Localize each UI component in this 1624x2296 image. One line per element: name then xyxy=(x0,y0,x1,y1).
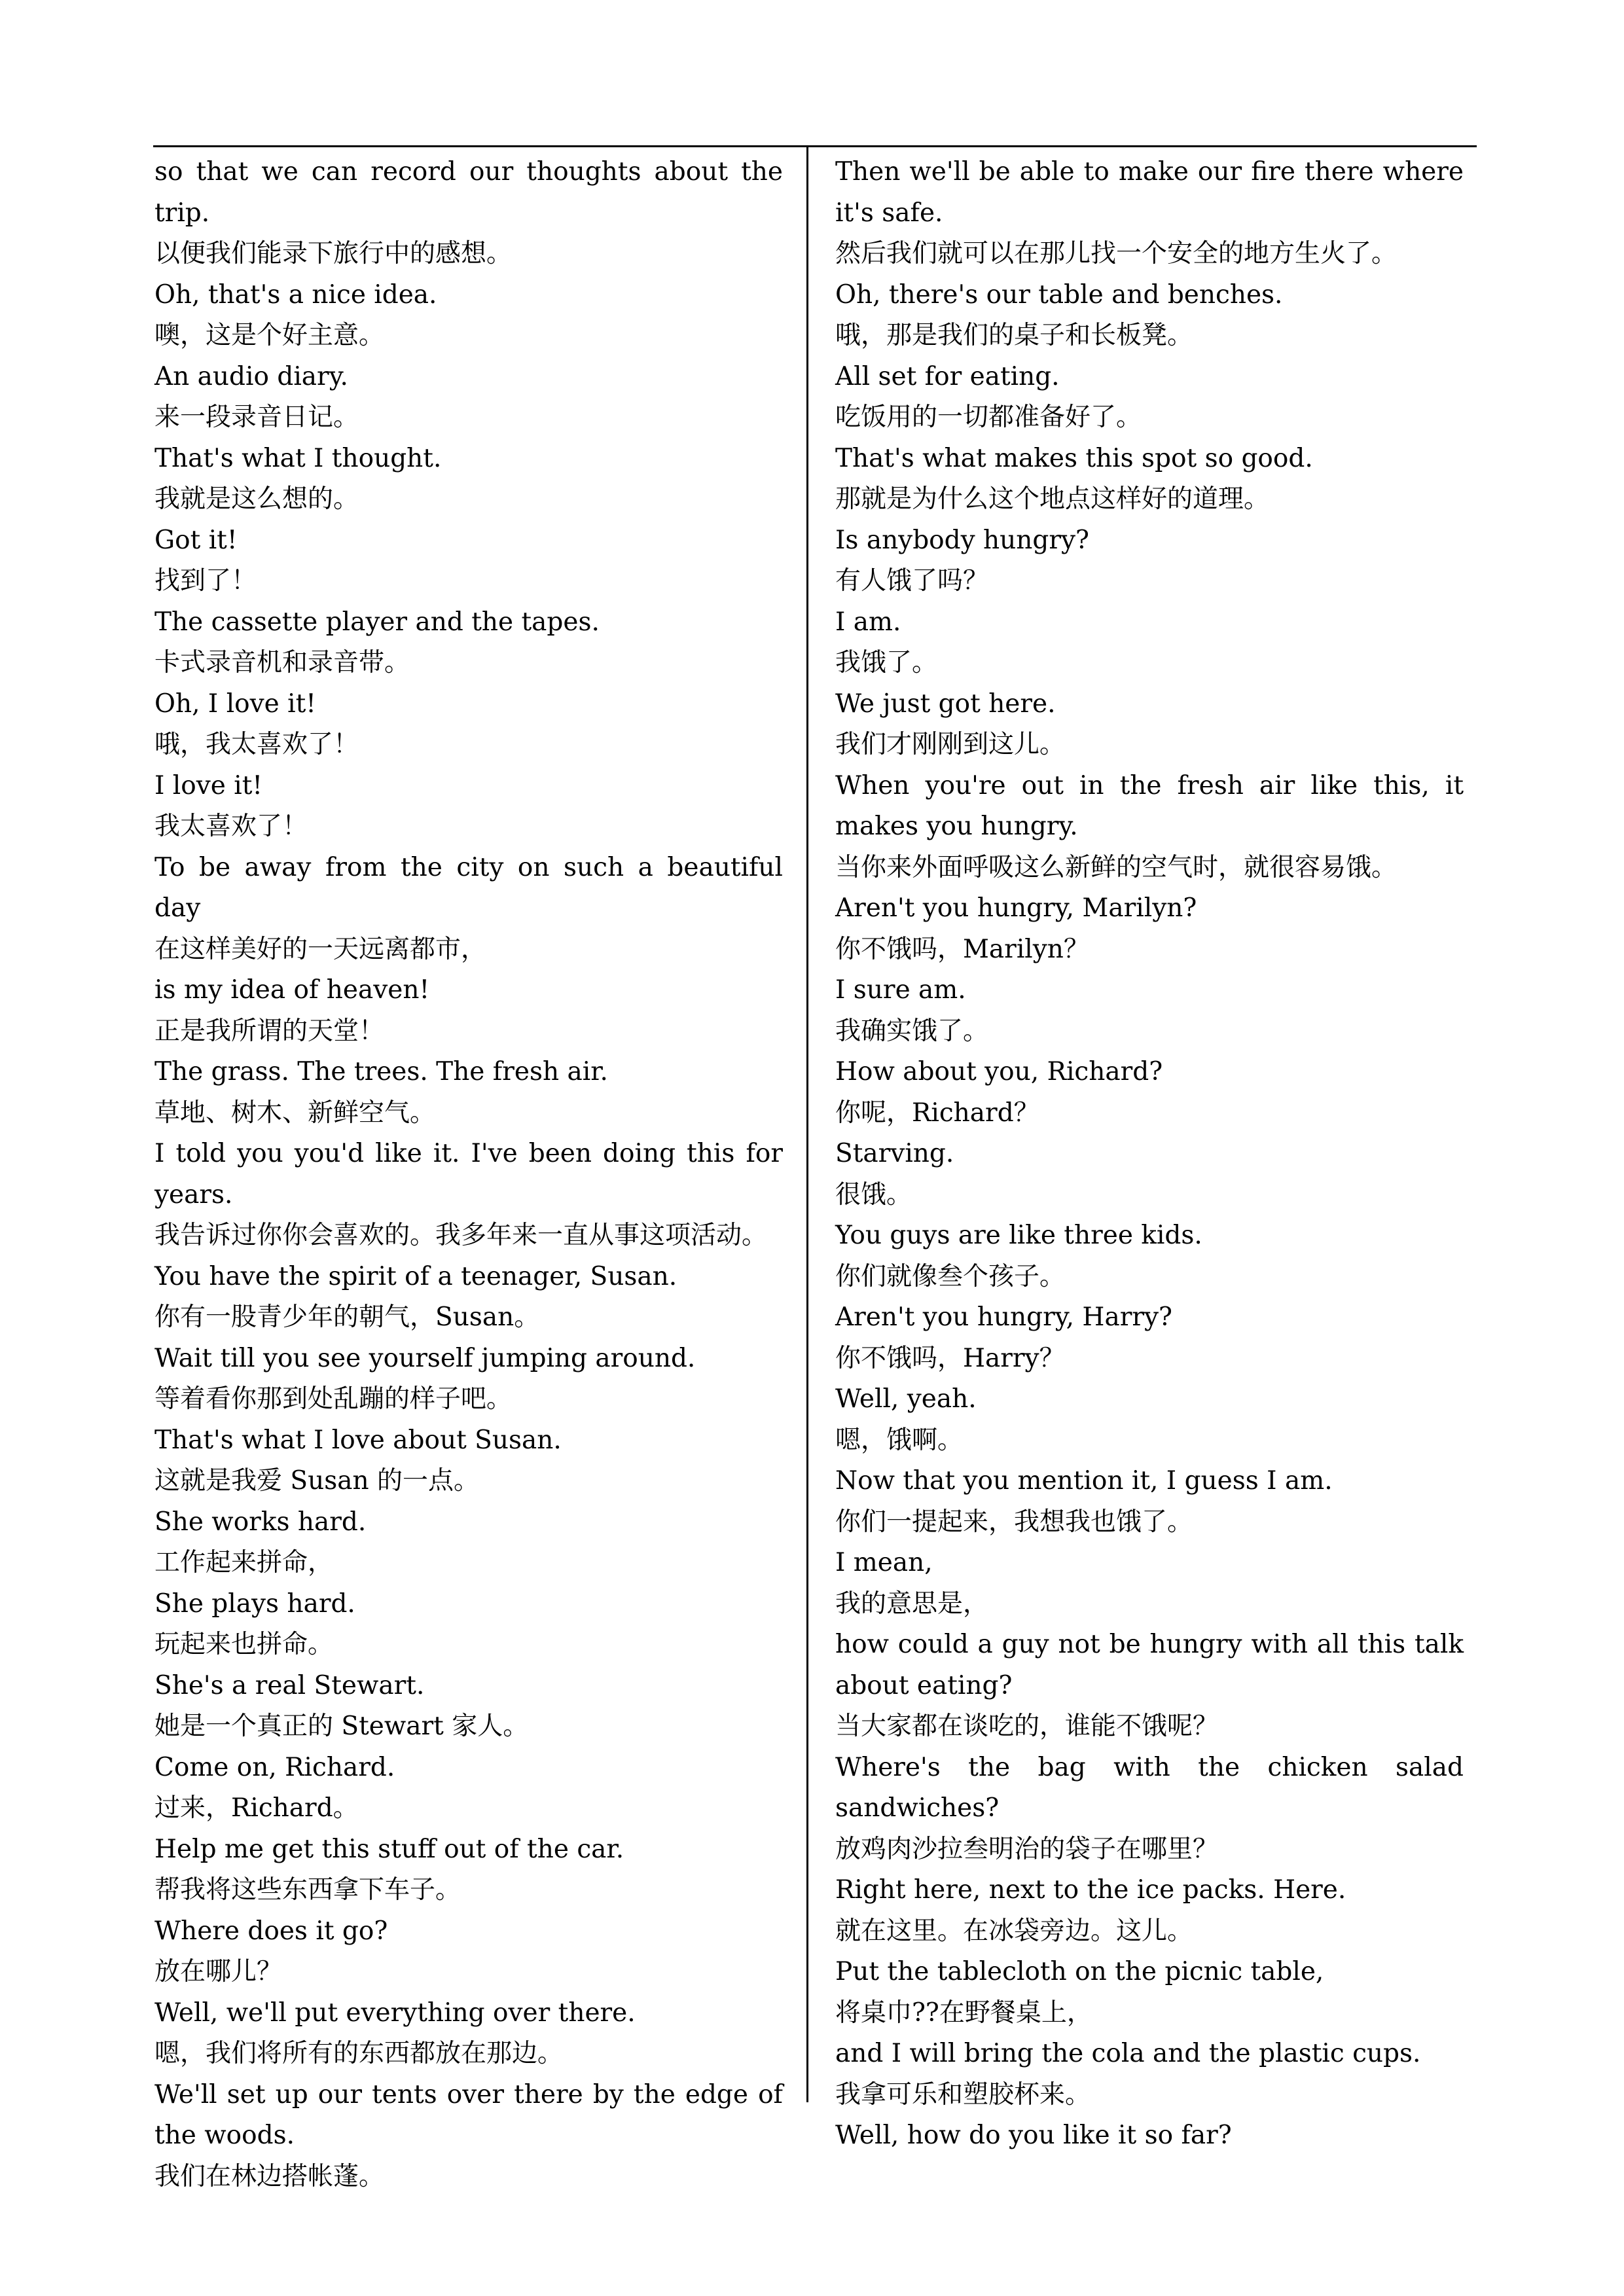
transcript-line: Well, we'll put everything over there. xyxy=(154,1998,636,2028)
transcript-line: She plays hard. xyxy=(154,1588,355,1619)
transcript-line: The cassette player and the tapes. xyxy=(154,607,600,637)
transcript-line: 她是一个真正的 Stewart 家人。 xyxy=(154,1712,529,1741)
transcript-line: She works hard. xyxy=(154,1507,367,1537)
transcript-line: 我就是这么想的。 xyxy=(154,484,359,514)
transcript-line: 我告诉过你你会喜欢的。我多年来一直从事这项活动。 xyxy=(154,1221,768,1250)
transcript-line: 我们在林边搭帐蓬。 xyxy=(154,2161,385,2191)
transcript-line: Help me get this stuff out of the car. xyxy=(154,1834,624,1864)
transcript-line: 嗯，饿啊。 xyxy=(835,1425,964,1455)
transcript-line: 我太喜欢了！ xyxy=(154,812,308,841)
transcript-line: 你有一股青少年的朝气，Susan。 xyxy=(154,1302,540,1332)
transcript-line: That's what I love about Susan. xyxy=(154,1425,562,1455)
transcript-line: 吃饭用的一切都准备好了。 xyxy=(835,403,1142,432)
transcript-line: 你呢，Richard？ xyxy=(835,1098,1039,1128)
transcript-line: and I will bring the cola and the plastic cups. xyxy=(835,2039,1421,2068)
transcript-line: Aren't you hungry, Marilyn? xyxy=(835,893,1197,923)
transcript-line: 就在这里。在冰袋旁边。这儿。 xyxy=(835,1916,1193,1946)
transcript-line: 哦，那是我们的桌子和长板凳。 xyxy=(835,321,1193,350)
transcript-line: 你不饿吗，Harry？ xyxy=(835,1343,1065,1373)
transcript-line: 卡式录音机和录音带。 xyxy=(154,648,410,677)
transcript-line: Where's the bag with the chicken salad sandwiches? xyxy=(835,1752,1464,1823)
transcript-line: 这就是我爱 Susan 的一点。 xyxy=(154,1466,480,1496)
transcript-line: I sure am. xyxy=(835,975,966,1005)
transcript-line: Aren't you hungry, Harry? xyxy=(835,1302,1172,1332)
transcript-line: Now that you mention it, I guess I am. xyxy=(835,1466,1333,1496)
transcript-line: Oh, there's our table and benches. xyxy=(835,279,1283,310)
transcript-line: 你们就像叁个孩子。 xyxy=(835,1261,1066,1291)
transcript-line: Come on, Richard. xyxy=(154,1752,395,1782)
transcript-line: 找到了！ xyxy=(154,566,257,596)
transcript-line: 我的意思是， xyxy=(835,1588,989,1619)
transcript-line: Right here, next to the ice packs. Here. xyxy=(835,1875,1346,1905)
transcript-line: 我们才刚刚到这儿。 xyxy=(835,730,1066,759)
transcript-line: Got it! xyxy=(154,525,238,555)
transcript-line: 正是我所谓的天堂！ xyxy=(154,1016,385,1046)
transcript-line: 当你来外面呼吸这么新鲜的空气时，就很容易饿。 xyxy=(835,852,1398,882)
transcript-line: How about you, Richard? xyxy=(835,1057,1163,1086)
transcript-line: You have the spirit of a teenager, Susan. xyxy=(154,1261,677,1291)
transcript-line: 当大家都在谈吃的，谁能不饿呢？ xyxy=(835,1712,1219,1741)
transcript-line: 嗯，我们将所有的东西都放在那边。 xyxy=(154,2039,564,2068)
transcript-line: 那就是为什么这个地点这样好的道理。 xyxy=(835,484,1270,514)
transcript-line: Is anybody hungry? xyxy=(835,525,1089,555)
transcript-line: I mean, xyxy=(835,1548,933,1577)
transcript-line: Wait till you see yourself jumping around. xyxy=(154,1343,696,1373)
transcript-line: so that we can record our thoughts about the trip. xyxy=(154,157,783,228)
transcript-line: 以便我们能录下旅行中的感想。 xyxy=(154,239,513,268)
transcript-line: 放在哪儿？ xyxy=(154,1957,283,1986)
transcript-line: 我饿了。 xyxy=(835,648,938,677)
transcript-line: An audio diary. xyxy=(154,361,348,391)
transcript-line: Then we'll be able to make our fire there where it's safe. xyxy=(835,157,1464,228)
transcript-line: 你们一提起来，我想我也饿了。 xyxy=(835,1507,1193,1537)
transcript-line: 来一段录音日记。 xyxy=(154,403,359,432)
transcript-line: When you're out in the fresh air like this, it makes you hungry. xyxy=(835,770,1464,841)
transcript-line: 草地、树木、新鲜空气。 xyxy=(154,1098,436,1128)
transcript-line: 帮我将这些东西拿下车子。 xyxy=(154,1875,461,1905)
transcript-line: We'll set up our tents over there by the edge of the woods. xyxy=(154,2079,783,2150)
transcript-line: Well, how do you like it so far? xyxy=(835,2121,1232,2150)
transcript-line: All set for eating. xyxy=(835,361,1060,391)
column-divider xyxy=(806,145,808,2102)
transcript-line: You guys are like three kids. xyxy=(835,1221,1202,1250)
transcript-line: Starving. xyxy=(835,1139,954,1168)
transcript-line: I am. xyxy=(835,607,901,637)
transcript-line: To be away from the city on such a beautiful day xyxy=(154,852,783,923)
transcript-line: 噢，这是个好主意。 xyxy=(154,321,385,350)
transcript-line: 放鸡肉沙拉叁明治的袋子在哪里？ xyxy=(835,1834,1219,1864)
transcript-line: how could a guy not be hungry with all this talk about eating? xyxy=(835,1630,1464,1700)
transcript-line: Where does it go? xyxy=(154,1916,388,1946)
transcript-line: 过来，Richard。 xyxy=(154,1793,359,1823)
transcript-line: 哦，我太喜欢了！ xyxy=(154,730,359,759)
transcript-line: 等着看你那到处乱蹦的样子吧。 xyxy=(154,1384,513,1414)
left-column xyxy=(154,152,783,2197)
transcript-line: 有人饿了吗？ xyxy=(835,566,989,596)
transcript-line: Put the tablecloth on the picnic table, xyxy=(835,1957,1324,1986)
transcript-line: 玩起来也拼命。 xyxy=(154,1630,334,1659)
transcript-line: That's what makes this spot so good. xyxy=(835,443,1313,473)
transcript-line: We just got here. xyxy=(835,689,1056,719)
transcript-line: Oh, I love it! xyxy=(154,689,316,719)
right-column xyxy=(835,152,1464,2157)
transcript-line: 我确实饿了。 xyxy=(835,1016,989,1046)
transcript-line: 很饿。 xyxy=(835,1179,912,1210)
transcript-line: 你不饿吗，Marilyn？ xyxy=(835,934,1089,964)
transcript-line: 在这样美好的一天远离都市， xyxy=(154,934,487,964)
transcript-line: The grass. The trees. The fresh air. xyxy=(154,1057,608,1086)
transcript-line: I love it! xyxy=(154,770,263,800)
transcript-line: 我拿可乐和塑胶杯来。 xyxy=(835,2079,1091,2109)
transcript-line: That's what I thought. xyxy=(154,443,442,473)
transcript-line: Oh, that's a nice idea. xyxy=(154,279,437,310)
transcript-line: 工作起来拼命， xyxy=(154,1548,334,1577)
transcript-line: is my idea of heaven! xyxy=(154,975,430,1005)
transcript-line: Well, yeah. xyxy=(835,1384,977,1414)
top-rule xyxy=(153,145,1477,147)
transcript-line: I told you you'd like it. I've been doing this for years. xyxy=(154,1139,783,1210)
transcript-line: She's a real Stewart. xyxy=(154,1670,425,1700)
transcript-line: 然后我们就可以在那儿找一个安全的地方生火了。 xyxy=(835,239,1398,268)
transcript-line: 将桌巾??在野餐桌上， xyxy=(835,1998,1092,2028)
